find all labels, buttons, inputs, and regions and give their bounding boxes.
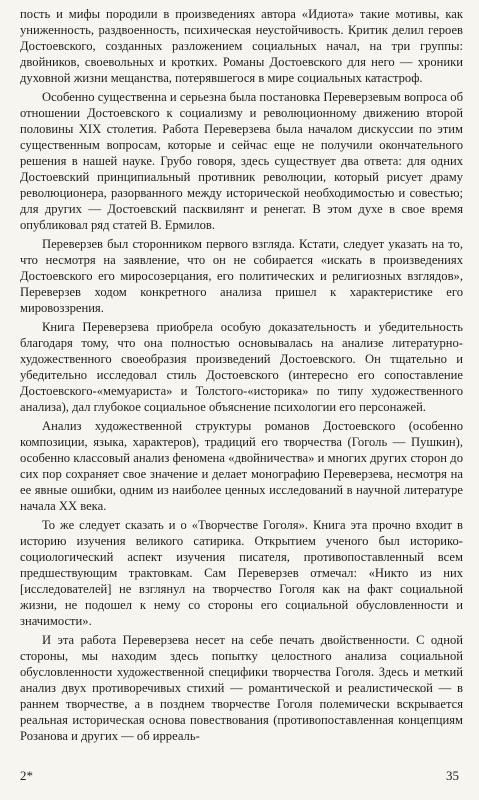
- paragraph-3: Переверзев был сторонником первого взгляда. Кстати, следует указать на то, что несмотря на заявление, что он не собирается «искать в произведениях Достоевского его миросозерцания, его политических и религиозных взглядов», Переверзев ходом конкретного анализа пришел к характеристике его мировоззрения.: [20, 237, 463, 315]
- page-number: 35: [446, 768, 459, 783]
- signature-mark: 2*: [20, 768, 33, 783]
- paragraph-7: И эта работа Переверзева несет на себе печать двойственности. С одной стороны, мы находим здесь попытку целостного анализа социальной обусловленности художественной специфики творчества Гоголя. Здесь и меткий анализ двух противоречивых стихий — романтической и реалистической — в раннем творчестве, а в позднем творчестве Гоголя полемически вскрывается реальная историческая основа повествования (противопоставленная концепциям Розанова и других — об ирреаль-: [20, 633, 463, 743]
- paragraph-5: Анализ художественной структуры романов Достоевского (особенно композиции, языка, характеров), традиций его творчества (Гоголь — Пушкин), особенно классовый анализ феномена «двойничества» и многих других сторон до сих пор сохраняет свое значение и делает монографию Переверзева, несмотря на ее явные ошибки, одним из наиболее ценных исследований в научной литературе начала XX века.: [20, 419, 463, 513]
- paragraph-4: Книга Переверзева приобрела особую доказательность и убедительность благодаря тому, что она полностью основывалась на анализе литературно-художественного своеобразия произведений Достоевского. Он тщательно и убедительно исследовал стиль Достоевского (интересно его сопоставление Достоевского-«мемуариста» и Толстого-«историка» по типу художественного анализа), дал глубокое социальное объяснение психологии его персонажей.: [20, 320, 463, 414]
- paragraph-2: Особенно существенна и серьезна была постановка Переверзевым вопроса об отношении Достоевского к социализму и революционному движению второй половины XIX столетия. Работа Переверзева была началом дискуссии по этим существенным вопросам, которые и сейчас еще не получили окончательного решения в нашей науке. Грубо говоря, здесь существует два ответа: для одних Достоевский принципиальный противник революции, который рисует драму революционера, разорванного между исторической необходимостью и совестью; для других — Достоевский пасквилянт и ренегат. В этом духе в свое время опубликовал ряд статей В. Ермилов.: [20, 90, 463, 232]
- paragraph-6: То же следует сказать и о «Творчестве Гоголя». Книга эта прочно входит в историю изучения великого сатирика. Открытием ученого был историко-социологический аспект изучения писателя, противопоставленный всем предшествующим трактовкам. Сам Переверзев отмечал: «Никто из них [исследователей] не взглянул на творчество Гоголя как на факт социальной жизни, не подошел к нему со стороны его социальной обусловленности и значимости».: [20, 518, 463, 628]
- paragraph-1: пость и мифы породили в произведениях автора «Идиота» такие мотивы, как униженность, раздвоенность, психическая неустойчивость. Критик делил героев Достоевского, созданных разложением социальных начал, на три группы: двойников, своевольных и кротких. Романы Достоевского для него — хроники духовной жизни мещанства, потерявшегося в мире социальных катастроф.: [20, 7, 463, 85]
